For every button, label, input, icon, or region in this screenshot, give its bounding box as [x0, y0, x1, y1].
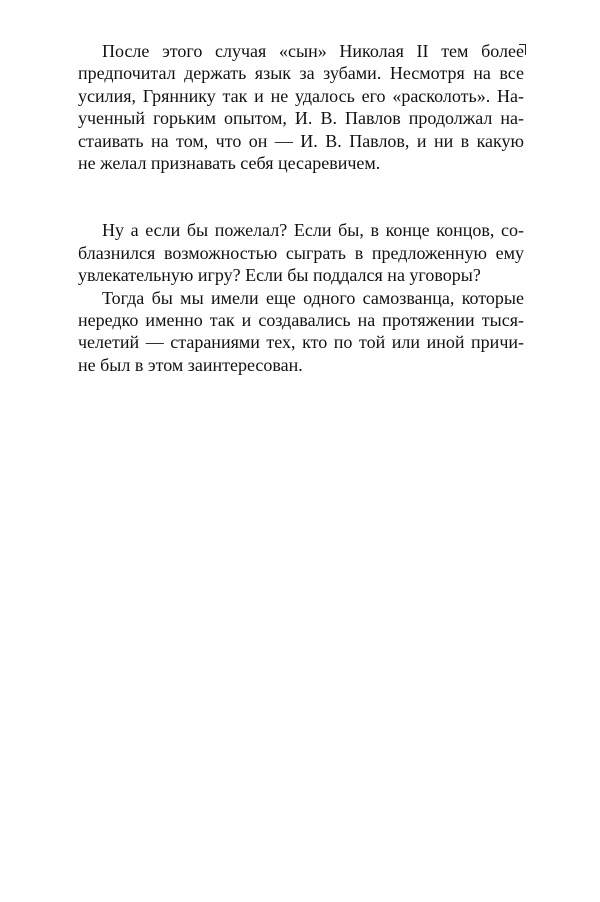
text-line: После этого случая «сын» Николая II тем более — [102, 41, 524, 61]
margin-mark — [519, 44, 526, 55]
text-line: ученный горьким опытом, И. В. Павлов продолжал на- — [78, 108, 524, 129]
text-line: увлекательную игру? Если бы поддался на уговоры? — [78, 265, 481, 286]
paragraph-1 — [78, 40, 524, 174]
section-gap — [78, 174, 524, 219]
text-line: Тогда бы мы имели еще одного самозванца, которые — [102, 287, 524, 308]
paragraph-3 — [78, 287, 524, 377]
text-line: стаивать на том, что он — И. В. Павлов, и ни в какую — [78, 130, 524, 151]
text-line: усилия, Гряннику так и не удалось его «расколоть». На- — [78, 85, 524, 106]
text-line: нередко именно так и создавались на протяжении тыся- — [78, 309, 524, 330]
text-line: предпочитал держать язык за зубами. Несмотря на все — [78, 63, 524, 84]
paragraph-2 — [78, 219, 524, 286]
text-line: не был в этом заинтересован. — [78, 354, 303, 375]
text-line: челетий — стараниями тех, кто по той или иной причи- — [78, 332, 524, 353]
page-body — [78, 40, 524, 376]
text-line: не желал признавать себя цесаревичем. — [78, 152, 381, 173]
text-line: блазнился возможностью сыграть в предложенную ему — [78, 242, 524, 263]
text-line: Ну а если бы пожелал? Если бы, в конце концов, со- — [102, 220, 524, 241]
